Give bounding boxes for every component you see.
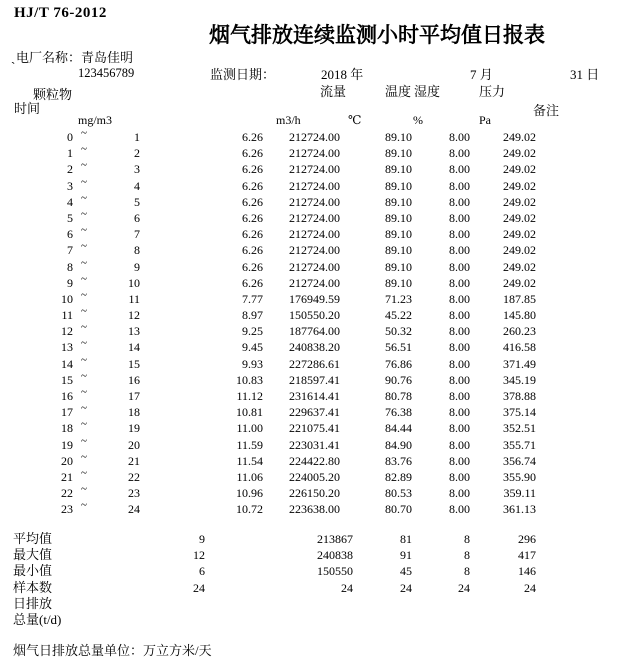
cell-humidity: 8.00: [449, 308, 470, 323]
cell-flow: 212724.00: [289, 243, 340, 258]
table-row: [0, 191, 618, 210]
table-row: [0, 353, 618, 372]
plant-code: 123456789: [78, 66, 135, 80]
cell-hour-start: 19: [61, 437, 73, 452]
summary-label: 最大值: [13, 547, 53, 563]
summary-label: 平均值: [13, 531, 53, 546]
tilde-mark: ~: [81, 434, 87, 447]
table-row: [0, 485, 618, 501]
column-header-time: 时间: [14, 101, 41, 116]
cell-hour-start: 0: [67, 130, 73, 144]
cell-temperature: 76.38: [385, 405, 412, 420]
cell-hour-end: 18: [128, 405, 140, 420]
cell-pm: 11.06: [236, 469, 263, 484]
column-header-remark: 备注: [533, 103, 560, 118]
cell-hour-end: 16: [128, 372, 140, 387]
tick-mark: `: [11, 59, 16, 74]
summary-cell: 8: [464, 548, 470, 563]
unit-temperature: ℃: [348, 113, 362, 127]
table-row: [0, 207, 618, 226]
tilde-mark: ~: [81, 499, 87, 512]
cell-hour-start: 16: [61, 389, 73, 403]
summary-cell: 146: [518, 564, 536, 579]
cell-temperature: 89.10: [385, 243, 412, 258]
table-row: [0, 129, 618, 145]
table-row: [0, 501, 618, 517]
cell-hour-end: 4: [134, 178, 140, 193]
cell-pm: 6.26: [242, 210, 263, 225]
table-row: [0, 450, 618, 469]
cell-flow: 224422.80: [289, 453, 340, 468]
tilde-mark: ~: [81, 272, 87, 285]
cell-flow: 227286.61: [289, 356, 340, 371]
summary-row: [0, 596, 618, 612]
cell-pm: 6.26: [242, 178, 263, 193]
cell-humidity: 8.00: [449, 194, 470, 209]
cell-flow: 218597.41: [289, 372, 340, 387]
cell-humidity: 8.00: [449, 162, 470, 177]
cell-hour-start: 7: [67, 243, 73, 258]
cell-hour-end: 6: [134, 210, 140, 225]
cell-humidity: 8.00: [449, 259, 470, 274]
cell-pressure: 249.02: [503, 194, 536, 209]
cell-flow: 212724.00: [289, 194, 340, 209]
summary-cell: 45: [400, 564, 412, 579]
cell-humidity: 8.00: [449, 502, 470, 517]
tilde-mark: ~: [81, 321, 87, 334]
cell-flow: 212724.00: [289, 275, 340, 290]
cell-pm: 10.96: [236, 486, 263, 501]
cell-flow: 212724.00: [289, 210, 340, 225]
cell-pm: 8.97: [242, 308, 263, 323]
summary-cell: 24: [458, 580, 470, 595]
tilde-mark: ~: [81, 288, 87, 301]
cell-flow: 212724.00: [289, 130, 340, 144]
cell-temperature: 89.10: [385, 259, 412, 274]
summary-row: [0, 547, 618, 563]
cell-temperature: 83.76: [385, 453, 412, 468]
cell-pressure: 345.19: [503, 372, 536, 387]
hourly-data-table: [0, 129, 618, 518]
cell-hour-start: 5: [67, 210, 73, 225]
cell-hour-start: 21: [61, 469, 73, 484]
unit-flow: m3/h: [276, 113, 301, 127]
tilde-mark: ~: [81, 240, 87, 253]
tilde-mark: ~: [81, 466, 87, 479]
cell-humidity: 8.00: [449, 356, 470, 371]
monitor-date-day: 31 日: [570, 67, 600, 82]
cell-flow: 240838.20: [289, 340, 340, 355]
cell-pm: 6.26: [242, 243, 263, 258]
cell-pressure: 249.02: [503, 178, 536, 193]
cell-hour-end: 24: [128, 502, 140, 517]
cell-hour-end: 12: [128, 308, 140, 323]
table-row: [0, 256, 618, 275]
tilde-mark: ~: [81, 402, 87, 415]
cell-hour-end: 22: [128, 469, 140, 484]
cell-hour-end: 1: [134, 130, 140, 144]
cell-temperature: 89.10: [385, 178, 412, 193]
tilde-mark: ~: [81, 386, 87, 398]
cell-temperature: 84.44: [385, 421, 412, 436]
monitor-date-month: 7 月: [470, 67, 493, 82]
cell-humidity: 8.00: [449, 291, 470, 306]
cell-humidity: 8.00: [449, 453, 470, 468]
summary-label: 总量(t/d): [13, 611, 62, 627]
column-header-humidity: 湿度: [414, 84, 441, 99]
cell-humidity: 8.00: [449, 146, 470, 161]
cell-humidity: 8.00: [449, 405, 470, 420]
cell-flow: 212724.00: [289, 178, 340, 193]
summary-row: [0, 580, 618, 596]
cell-pressure: 145.80: [503, 308, 536, 323]
tilde-mark: ~: [81, 369, 87, 382]
cell-pm: 9.45: [242, 340, 263, 355]
unit-pm: mg/m3: [78, 113, 113, 127]
cell-pm: 11.59: [236, 437, 263, 452]
summary-label: 日排放: [13, 595, 53, 611]
table-row: [0, 145, 618, 161]
cell-pressure: 355.90: [503, 469, 536, 484]
cell-humidity: 8.00: [449, 421, 470, 436]
cell-temperature: 89.10: [385, 210, 412, 225]
cell-temperature: 80.78: [385, 389, 412, 403]
cell-temperature: 89.10: [385, 146, 412, 161]
cell-temperature: 89.10: [385, 130, 412, 144]
table-row: [0, 466, 618, 485]
cell-flow: 212724.00: [289, 227, 340, 242]
cell-pm: 9.93: [242, 356, 263, 371]
cell-flow: 224005.20: [289, 469, 340, 484]
cell-hour-start: 12: [61, 324, 73, 339]
summary-cell: 240838: [317, 548, 353, 563]
summary-row: [0, 531, 618, 547]
cell-pressure: 359.11: [503, 486, 536, 501]
cell-pm: 6.26: [242, 146, 263, 161]
cell-pressure: 249.02: [503, 243, 536, 258]
cell-flow: 212724.00: [289, 259, 340, 274]
table-row: [0, 339, 618, 355]
table-row: [0, 272, 618, 291]
cell-pm: 6.26: [242, 275, 263, 290]
tilde-mark: ~: [81, 256, 87, 269]
cell-pm: 6.26: [242, 227, 263, 242]
cell-pm: 11.54: [236, 453, 263, 468]
cell-flow: 223031.41: [289, 437, 340, 452]
summary-table: [0, 531, 618, 628]
cell-humidity: 8.00: [449, 437, 470, 452]
cell-flow: 212724.00: [289, 146, 340, 161]
summary-cell: 12: [193, 548, 205, 563]
cell-hour-start: 1: [67, 146, 73, 161]
cell-humidity: 8.00: [449, 372, 470, 387]
cell-temperature: 89.10: [385, 227, 412, 242]
table-row: [0, 226, 618, 242]
standard-number: HJ/T 76-2012: [14, 5, 107, 21]
summary-cell: 150550: [317, 564, 353, 579]
table-row: [0, 404, 618, 420]
tilde-mark: ~: [81, 483, 87, 496]
cell-hour-end: 10: [128, 275, 140, 290]
cell-temperature: 71.23: [385, 291, 412, 306]
cell-flow: 223638.00: [289, 502, 340, 517]
table-row: [0, 369, 618, 388]
cell-humidity: 8.00: [449, 389, 470, 403]
cell-hour-end: 21: [128, 453, 140, 468]
cell-pressure: 378.88: [503, 389, 536, 403]
cell-temperature: 80.53: [385, 486, 412, 501]
summary-cell: 24: [524, 580, 536, 595]
summary-cell: 296: [518, 532, 536, 546]
cell-temperature: 45.22: [385, 308, 412, 323]
cell-temperature: 56.51: [385, 340, 412, 355]
cell-hour-end: 5: [134, 194, 140, 209]
cell-pressure: 375.14: [503, 405, 536, 420]
cell-pm: 7.77: [242, 291, 263, 306]
tilde-mark: ~: [81, 224, 87, 237]
cell-hour-start: 17: [61, 405, 73, 420]
cell-pm: 6.26: [242, 194, 263, 209]
cell-pressure: 249.02: [503, 162, 536, 177]
table-row: [0, 323, 618, 339]
summary-cell: 8: [464, 564, 470, 579]
tilde-mark: ~: [81, 159, 87, 172]
cell-hour-end: 9: [134, 259, 140, 274]
cell-pm: 6.26: [242, 162, 263, 177]
cell-hour-start: 20: [61, 453, 73, 468]
cell-hour-end: 15: [128, 356, 140, 371]
monitor-date-label: 监测日期：: [210, 67, 276, 82]
summary-cell: 24: [193, 580, 205, 595]
cell-humidity: 8.00: [449, 227, 470, 242]
cell-pm: 10.83: [236, 372, 263, 387]
summary-cell: 91: [400, 548, 412, 563]
page-title: 烟气排放连续监测小时平均值日报表: [209, 23, 545, 47]
cell-humidity: 8.00: [449, 324, 470, 339]
column-header-pressure: 压力: [479, 84, 506, 99]
cell-humidity: 8.00: [449, 210, 470, 225]
column-header-temperature: 温度: [385, 84, 412, 99]
table-row: [0, 420, 618, 436]
cell-pressure: 187.85: [503, 291, 536, 306]
unit-pressure: Pa: [479, 113, 491, 127]
cell-flow: 212724.00: [289, 162, 340, 177]
cell-humidity: 8.00: [449, 243, 470, 258]
cell-pressure: 249.02: [503, 275, 536, 290]
summary-label: 样本数: [13, 579, 53, 595]
cell-hour-end: 13: [128, 324, 140, 339]
tilde-mark: ~: [81, 207, 87, 220]
cell-pm: 11.00: [236, 421, 263, 436]
cell-pm: 10.81: [236, 405, 263, 420]
cell-humidity: 8.00: [449, 275, 470, 290]
plant-name-line: [16, 47, 133, 66]
summary-cell: 6: [199, 564, 205, 579]
tilde-mark: ~: [81, 127, 87, 139]
cell-hour-end: 19: [128, 421, 140, 436]
cell-hour-end: 8: [134, 243, 140, 258]
cell-hour-start: 8: [67, 259, 73, 274]
summary-cell: 8: [464, 532, 470, 546]
cell-hour-end: 23: [128, 486, 140, 501]
summary-cell: 213867: [317, 532, 353, 546]
cell-pm: 10.72: [236, 502, 263, 517]
cell-flow: 229637.41: [289, 405, 340, 420]
table-row: [0, 161, 618, 177]
summary-label: 最小值: [13, 563, 53, 579]
cell-temperature: 90.76: [385, 372, 412, 387]
cell-pm: 11.12: [236, 389, 263, 403]
cell-pm: 9.25: [242, 324, 263, 339]
cell-pressure: 249.02: [503, 259, 536, 274]
tilde-mark: ~: [81, 337, 87, 350]
summary-cell: 81: [400, 532, 412, 546]
tilde-mark: ~: [81, 191, 87, 204]
cell-hour-start: 23: [61, 502, 73, 517]
table-row: [0, 388, 618, 404]
plant-name-value: 青岛佳明: [81, 50, 134, 65]
monitor-date-year: 2018 年: [321, 67, 364, 82]
column-header-flow: 流量: [320, 84, 347, 99]
summary-row: [0, 612, 618, 628]
column-header-pm: 颗粒物: [33, 87, 73, 102]
cell-hour-end: 14: [128, 340, 140, 355]
cell-pressure: 260.23: [503, 324, 536, 339]
tilde-mark: ~: [81, 143, 87, 156]
table-row: [0, 288, 618, 307]
cell-humidity: 8.00: [449, 130, 470, 144]
cell-pressure: 249.02: [503, 130, 536, 144]
cell-temperature: 76.86: [385, 356, 412, 371]
cell-humidity: 8.00: [449, 486, 470, 501]
cell-hour-end: 7: [134, 227, 140, 242]
cell-humidity: 8.00: [449, 469, 470, 484]
cell-hour-start: 10: [61, 291, 73, 306]
summary-row: [0, 563, 618, 579]
cell-pm: 6.26: [242, 130, 263, 144]
cell-flow: 176949.59: [289, 291, 340, 306]
unit-humidity: %: [413, 113, 423, 127]
summary-cell: 417: [518, 548, 536, 563]
cell-pressure: 249.02: [503, 210, 536, 225]
summary-cell: 24: [341, 580, 353, 595]
cell-hour-start: 15: [61, 372, 73, 387]
cell-hour-start: 11: [61, 308, 73, 323]
summary-cell: 9: [199, 532, 205, 546]
cell-flow: 150550.20: [289, 308, 340, 323]
cell-hour-end: 11: [128, 291, 140, 306]
tilde-mark: ~: [81, 418, 87, 431]
cell-hour-end: 3: [134, 162, 140, 177]
table-row: [0, 434, 618, 453]
cell-pm: 6.26: [242, 259, 263, 274]
cell-temperature: 89.10: [385, 275, 412, 290]
cell-temperature: 50.32: [385, 324, 412, 339]
table-row: [0, 242, 618, 258]
tilde-mark: ~: [81, 353, 87, 366]
cell-hour-start: 9: [67, 275, 73, 290]
table-row: [0, 175, 618, 194]
cell-temperature: 84.90: [385, 437, 412, 452]
cell-temperature: 82.89: [385, 469, 412, 484]
cell-hour-start: 22: [61, 486, 73, 501]
cell-hour-start: 2: [67, 162, 73, 177]
tilde-mark: ~: [81, 450, 87, 463]
tilde-mark: ~: [81, 175, 87, 188]
cell-hour-start: 6: [67, 227, 73, 242]
cell-hour-start: 18: [61, 421, 73, 436]
cell-pressure: 361.13: [503, 502, 536, 517]
cell-hour-start: 14: [61, 356, 73, 371]
cell-pressure: 371.49: [503, 356, 536, 371]
cell-hour-start: 13: [61, 340, 73, 355]
summary-cell: 24: [400, 580, 412, 595]
cell-pressure: 249.02: [503, 227, 536, 242]
cell-pressure: 352.51: [503, 421, 536, 436]
table-row: [0, 307, 618, 323]
cell-flow: 221075.41: [289, 421, 340, 436]
cell-hour-start: 3: [67, 178, 73, 193]
cell-flow: 226150.20: [289, 486, 340, 501]
cell-temperature: 80.70: [385, 502, 412, 517]
cell-humidity: 8.00: [449, 178, 470, 193]
cell-hour-end: 17: [128, 389, 140, 403]
cell-hour-end: 2: [134, 146, 140, 161]
plant-name-label: 电厂名称：: [16, 50, 82, 65]
cell-flow: 231614.41: [289, 389, 340, 403]
cell-hour-start: 4: [67, 194, 73, 209]
cell-pressure: 355.71: [503, 437, 536, 452]
cell-pressure: 249.02: [503, 146, 536, 161]
cell-hour-end: 20: [128, 437, 140, 452]
tilde-mark: ~: [81, 305, 87, 318]
footer-unit-note: 烟气日排放总量单位：万立方米/天: [13, 643, 212, 658]
cell-humidity: 8.00: [449, 340, 470, 355]
cell-pressure: 356.74: [503, 453, 536, 468]
cell-flow: 187764.00: [289, 324, 340, 339]
cell-temperature: 89.10: [385, 194, 412, 209]
cell-temperature: 89.10: [385, 162, 412, 177]
cell-pressure: 416.58: [503, 340, 536, 355]
